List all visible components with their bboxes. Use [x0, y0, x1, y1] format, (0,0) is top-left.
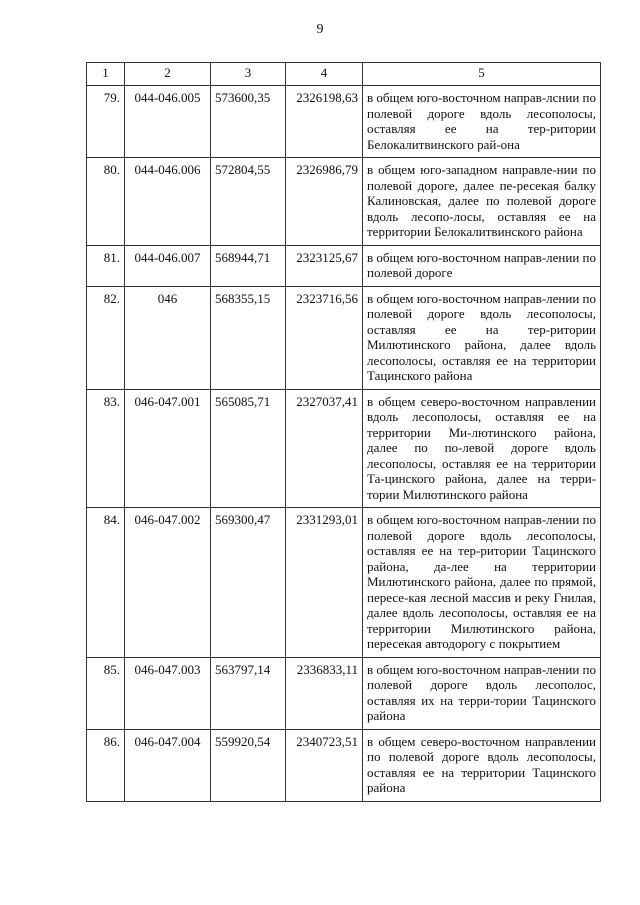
point-code: 046 [125, 286, 211, 389]
route-description: в общем юго-восточном направ-лении по полевой дороге [363, 245, 601, 286]
row-number: 83. [87, 389, 125, 508]
y-coordinate: 2336833,11 [286, 657, 363, 729]
row-number: 84. [87, 508, 125, 658]
column-header: 4 [286, 63, 363, 86]
route-description: в общем юго-восточном направ-лснии по полевой дороге вдоль лесополосы, оставляя ее на тер-ритории Белокалитвинского рай-она [363, 86, 601, 158]
point-code: 044-046.006 [125, 158, 211, 246]
x-coordinate: 565085,71 [211, 389, 286, 508]
x-coordinate: 559920,54 [211, 729, 286, 801]
point-code: 046-047.002 [125, 508, 211, 658]
table-row [87, 657, 601, 729]
y-coordinate: 2326198,63 [286, 86, 363, 158]
table-row [87, 158, 601, 246]
table-row [87, 245, 601, 286]
row-number: 86. [87, 729, 125, 801]
y-coordinate: 2323125,67 [286, 245, 363, 286]
x-coordinate: 573600,35 [211, 86, 286, 158]
x-coordinate: 572804,55 [211, 158, 286, 246]
row-number: 80. [87, 158, 125, 246]
column-header: 5 [363, 63, 601, 86]
row-number: 85. [87, 657, 125, 729]
route-description: в общем северо-восточном направлении по полевой дороге вдоль лесополосы, оставляя ее на территории Тацинского района [363, 729, 601, 801]
point-code: 046-047.001 [125, 389, 211, 508]
route-description: в общем северо-восточном направлении вдоль лесополосы, оставляя ее на территории Ми-лютинского района, далее по по-левой дороге вдоль лесополосы, оставляя ее на территории Та-цинского района, далее на терри-тории Милютинского района [363, 389, 601, 508]
table-row [87, 389, 601, 508]
route-description: в общем юго-восточном направ-лении по полевой дороге вдоль лесополосы, оставляя ее на тер-ритории Милютинского района, далее вдоль лесополосы, оставляя ее на территории Тацинского района [363, 286, 601, 389]
x-coordinate: 568944,71 [211, 245, 286, 286]
column-header: 1 [87, 63, 125, 86]
x-coordinate: 568355,15 [211, 286, 286, 389]
page-number: 9 [316, 22, 324, 37]
table-row [87, 729, 601, 801]
row-number: 81. [87, 245, 125, 286]
x-coordinate: 569300,47 [211, 508, 286, 658]
point-code: 044-046.007 [125, 245, 211, 286]
table-header-row [87, 63, 601, 86]
column-header: 2 [125, 63, 211, 86]
boundary-points-table [86, 62, 601, 802]
column-header: 3 [211, 63, 286, 86]
point-code: 046-047.004 [125, 729, 211, 801]
table-row [87, 508, 601, 658]
route-description: в общем юго-восточном направ-лении по полевой дороге вдоль лесополосы, оставляя ее на тер-ритории Тацинского района, да-лее на территории Милютинского района, далее по прямой, пересе-кая лесной массив и реку Гнилая, далее вдоль лесополосы, оставляя ее на территории Милютинского района, пересекая автодорогу с покрытием [363, 508, 601, 658]
row-number: 79. [87, 86, 125, 158]
row-number: 82. [87, 286, 125, 389]
table-row [87, 86, 601, 158]
y-coordinate: 2326986,79 [286, 158, 363, 246]
point-code: 046-047.003 [125, 657, 211, 729]
route-description: в общем юго-восточном направ-лении по полевой дороге вдоль лесополос, оставляя их на терри-тории Тацинского района [363, 657, 601, 729]
y-coordinate: 2327037,41 [286, 389, 363, 508]
point-code: 044-046.005 [125, 86, 211, 158]
route-description: в общем юго-западном направле-нии по полевой дороге, далее пе-ресекая балку Калиновская, далее по полевой дороге вдоль лесопо-лосы, оставляя ее на территории Белокалитвинского района [363, 158, 601, 246]
y-coordinate: 2323716,56 [286, 286, 363, 389]
table-row [87, 286, 601, 389]
x-coordinate: 563797,14 [211, 657, 286, 729]
y-coordinate: 2340723,51 [286, 729, 363, 801]
y-coordinate: 2331293,01 [286, 508, 363, 658]
